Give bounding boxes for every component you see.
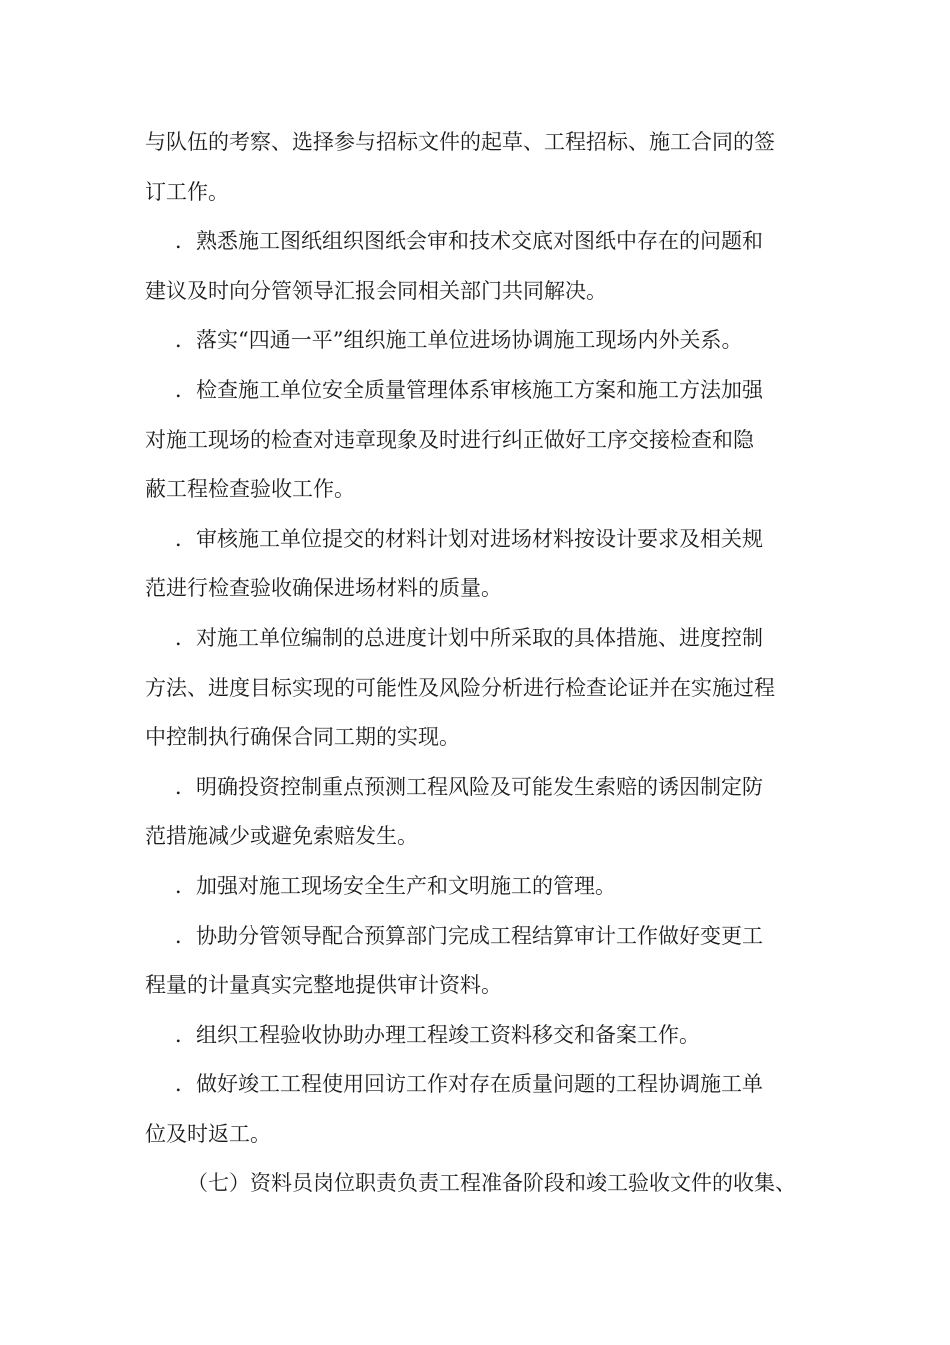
text-line: ．检查施工单位安全质量管理体系审核施工方案和施工方法加强: [175, 377, 763, 402]
text-line: 建议及时向分管领导汇报会同相关部门共同解决。: [145, 278, 607, 303]
text-line: （七）资料员岗位职责负责工程准备阶段和竣工验收文件的收集、: [187, 1171, 796, 1196]
text-line: 对施工现场的检查对违章现象及时进行纠正做好工序交接检查和隐: [145, 427, 754, 452]
text-line: ．做好竣工工程使用回访工作对存在质量问题的工程协调施工单: [175, 1072, 763, 1097]
text-line: 程量的计量真实完整地提供审计资料。: [145, 973, 502, 998]
text-line: ．协助分管领导配合预算部门完成工程结算审计工作做好变更工: [175, 923, 763, 948]
text-line: ．组织工程验收协助办理工程竣工资料移交和备案工作。: [175, 1022, 700, 1047]
text-line: ．审核施工单位提交的材料计划对进场材料按设计要求及相关规: [175, 526, 763, 551]
text-line: 范措施减少或避免索赔发生。: [145, 824, 418, 849]
text-line: ．熟悉施工图纸组织图纸会审和技术交底对图纸中存在的问题和: [175, 229, 763, 254]
text-line: 范进行检查验收确保进场材料的质量。: [145, 576, 502, 601]
text-line: ．落实“四通一平”组织施工单位进场协调施工现场内外关系。: [175, 328, 743, 353]
text-line: 订工作。: [145, 179, 229, 204]
text-line: 蔽工程检查验收工作。: [145, 477, 355, 502]
document-body: [145, 118, 796, 1209]
text-line: 位及时返工。: [145, 1121, 271, 1146]
text-line: 方法、进度目标实现的可能性及风险分析进行检查论证并在实施过程: [145, 675, 775, 700]
text-line: ．加强对施工现场安全生产和文明施工的管理。: [175, 873, 616, 898]
text-line: ．明确投资控制重点预测工程风险及可能发生索赔的诱因制定防: [175, 774, 763, 799]
text-line: 与队伍的考察、选择参与招标文件的起草、工程招标、施工合同的签: [145, 130, 775, 154]
text-line: 中控制执行确保合同工期的实现。: [145, 725, 460, 750]
text-line: ．对施工单位编制的总进度计划中所采取的具体措施、进度控制: [175, 625, 763, 650]
